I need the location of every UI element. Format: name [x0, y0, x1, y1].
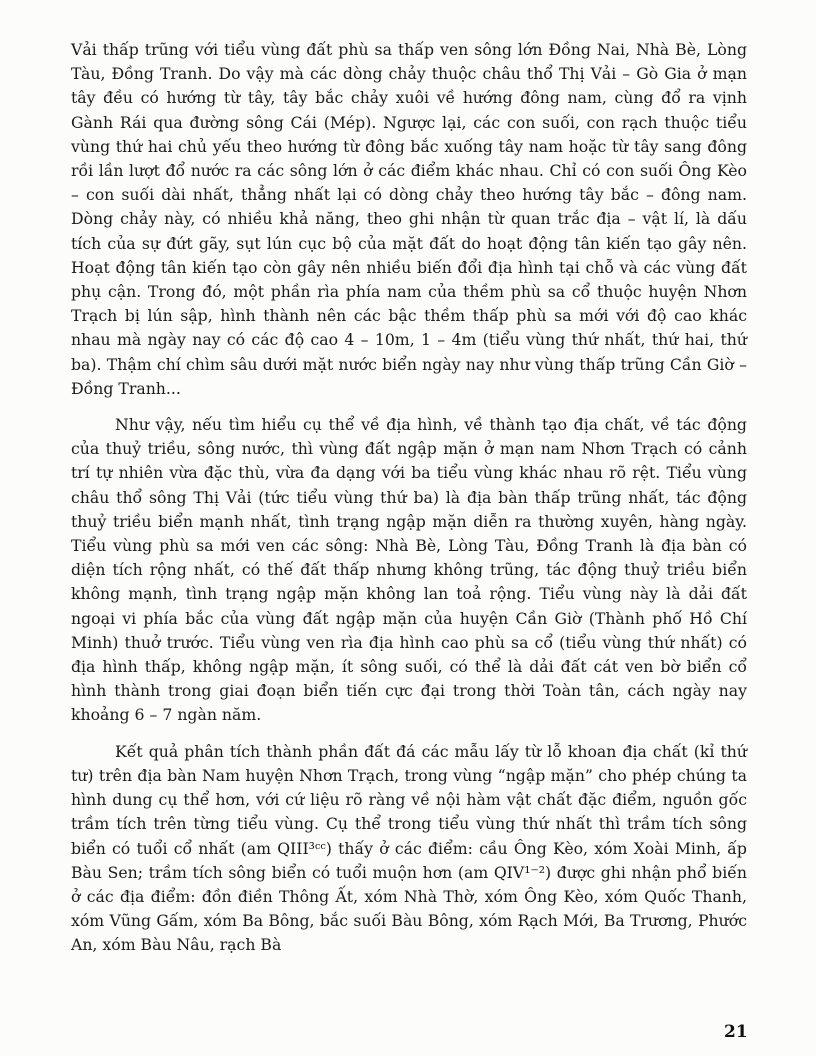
- text-line: Kết quả phân tích thành phần đất đá các mẫu lấy từ lỗ khoan địa chất: [115, 741, 688, 761]
- text-line: (kỉ thứ tư) trên địa bàn Nam huyện Nhơn Trạch, trong vùng “ngập mặn” cho: [71, 741, 747, 785]
- paragraph: [71, 38, 747, 401]
- body-text: [71, 38, 747, 958]
- text-line: suối Bàu Bông, xóm Rạch Mới, Ba Trương, Phước An, xóm Bàu Nâu, rạch Bà: [71, 911, 747, 955]
- text-line: dòng chảy theo hướng tây bắc – đông nam. Dòng chảy này, có nhiều khả năng,: [71, 185, 747, 229]
- text-line: con rạch thuộc tiểu vùng thứ hai chủ yếu theo hướng từ đông bắc xuống tây: [71, 112, 747, 156]
- text-line: đất ngập mặn của huyện Cần Giờ (Thành phố Hồ Chí Minh) thuở trước. Tiểu: [71, 608, 747, 652]
- text-line: ngày nay có các độ cao 4 – 10m, 1 – 4m (tiểu vùng thứ nhất, thứ hai, thứ ba).: [71, 330, 747, 374]
- text-line: Trạch có cảnh trí tự nhiên vừa đặc thù, vừa đa dạng với ba tiểu vùng khác: [71, 439, 747, 483]
- text-line: nhất thì trầm tích sông biển có tuổi cổ nhất (am QIII³ᶜᶜ) thấy ở các điểm: cầu: [71, 814, 748, 858]
- text-line: đặc điểm, nguồn gốc trầm tích trên từng tiểu vùng. Cụ thể trong tiểu vùng thứ: [71, 790, 747, 834]
- page-number: 21: [724, 1022, 748, 1042]
- text-line: Gia ở mạn tây đều có hướng từ tây, tây bắc chảy xuôi về hướng đông nam,: [71, 64, 747, 108]
- text-line: (am QIV¹⁻²) được ghi nhận phổ biến ở các địa điểm: đồn điền Thông Ất, xóm: [71, 862, 747, 906]
- text-line: gây nên nhiều biến đổi địa hình tại chỗ và các vùng đất phụ cận. Trong đó,: [71, 257, 747, 302]
- text-line: không ngập mặn, ít sông suối, có thể là dải đất cát ven bờ biển cổ hình thành: [71, 657, 748, 701]
- text-line: diễn ra thường xuyên, hàng ngày. Tiểu vùng phù sa mới ven các sông: Nhà Bè,: [71, 511, 747, 556]
- text-line: Ông Kèo, xóm Xoài Minh, ấp Bàu Sen; trầm tích sông biển có tuổi muộn hơn: [71, 838, 747, 882]
- text-line: nam hoặc từ tây sang đông rồi lần lượt đổ nước ra các sông lớn ở các điểm: [71, 136, 747, 181]
- paragraph: [71, 413, 747, 728]
- text-line: trong giai đoạn biển tiến cực đại trong thời Toàn tân, cách ngày nay khoảng 6: [71, 681, 747, 725]
- text-line: Nhà Thờ, xóm Ông Kèo, xóm Quốc Thanh, xóm Vũng Gấm, xóm Ba Bông, bắc: [71, 886, 747, 931]
- text-line: động của thuỷ triều, sông nước, thì vùng đất ngập mặn ở mạn nam Nhơn: [71, 415, 747, 459]
- text-line: vùng ven rìa địa hình cao phù sa cổ (tiểu vùng thứ nhất) có địa hình thấp,: [71, 632, 747, 677]
- text-line: Lòng Tàu, Đồng Tranh. Do vậy mà các dòng chảy thuộc châu thổ Thị Vải – Gò: [71, 40, 747, 84]
- text-line: một phần rìa phía nam của thềm phù sa cổ thuộc huyện Nhơn Trạch bị lún: [71, 282, 747, 326]
- text-line: Lòng Tàu, Đồng Tranh là địa bàn có diện tích rộng nhất, có thế đất thấp: [71, 536, 747, 580]
- text-line: nhưng không trũng, tác động thuỷ triều biển không mạnh, tình trạng ngập: [71, 560, 747, 604]
- text-line: bộ của mặt đất do hoạt động tân kiến tạo gây nên. Hoạt động tân kiến tạo còn: [71, 233, 747, 277]
- text-line: Vải thấp trũng với tiểu vùng đất phù sa thấp ven sông lớn Đồng Nai, Nhà Bè,: [71, 40, 701, 59]
- text-line: sập, hình thành nên các bậc thềm thấp phù sa mới với độ cao khác nhau mà: [71, 306, 747, 350]
- text-line: nhau rõ rệt. Tiểu vùng châu thổ sông Thị Vải (tức tiểu vùng thứ ba) là địa bàn: [71, 463, 747, 507]
- text-line: khác nhau. Chỉ có con suối Ông Kèo – con suối dài nhất, thẳng nhất lại có: [71, 161, 747, 205]
- text-line: – 7 ngàn năm.: [149, 705, 262, 725]
- text-line: Thậm chí chìm sâu dưới mặt nước biển ngày nay như vùng thấp trũng Cần Giờ: [106, 354, 734, 374]
- text-line: Như vậy, nếu tìm hiểu cụ thể về địa hình, về thành tạo địa chất, về tác: [115, 415, 701, 435]
- text-line: – Đồng Tranh...: [71, 354, 747, 398]
- paragraph: [71, 740, 747, 958]
- text-line: theo ghi nhận từ quan trắc địa – vật lí, là dấu tích của sự đứt gãy, sụt lún cục: [71, 209, 747, 253]
- text-line: cùng đổ ra vịnh Gành Rái qua đường sông Cái (Mép). Ngược lại, các con suối,: [71, 88, 747, 132]
- text-line: thấp trũng nhất, tác động thuỷ triều biển mạnh nhất, tình trạng ngập mặn: [71, 487, 747, 531]
- text-line: phép chúng ta hình dung cụ thể hơn, với cứ liệu rõ ràng về nội hàm vật chất: [71, 765, 747, 810]
- text-line: mặn không lan toả rộng. Tiểu vùng này là dải đất ngoại vi phía bắc của vùng: [71, 584, 747, 628]
